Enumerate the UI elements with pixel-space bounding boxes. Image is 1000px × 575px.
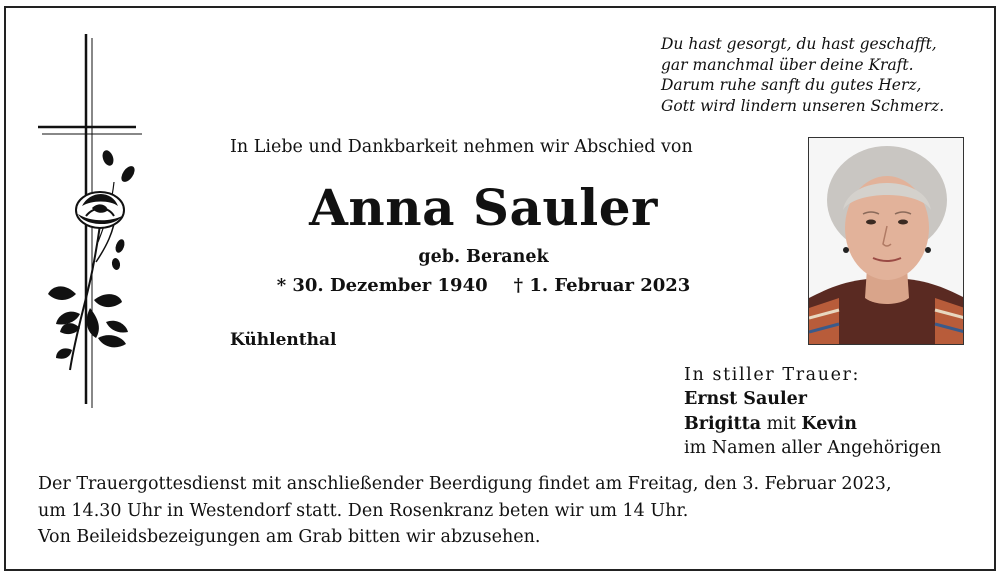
poem-line: Darum ruhe sanft du gutes Herz, xyxy=(661,76,922,94)
mourners-family-note: im Namen aller Angehörigen xyxy=(684,437,942,458)
intro-text: In Liebe und Dankbarkeit nehmen wir Abschied von xyxy=(230,137,693,157)
cross-with-rose-icon xyxy=(36,32,148,412)
poem-line: Du hast gesorgt, du hast geschafft, xyxy=(661,35,937,53)
hometown: Kühlenthal xyxy=(230,330,337,350)
mourner-name: Brigitta xyxy=(684,413,762,434)
service-line: um 14.30 Uhr in Westendorf statt. Den Rosenkranz beten wir um 14 Uhr. xyxy=(38,500,689,521)
poem-line: Gott wird lindern unseren Schmerz. xyxy=(661,96,945,115)
service-line: Von Beileidsbezeigungen am Grab bitten wir abzusehen. xyxy=(38,527,541,547)
portrait-photo xyxy=(808,137,964,345)
birth-date: * 30. Dezember 1940 xyxy=(276,275,488,296)
mourners-label: In stiller Trauer: xyxy=(684,365,860,385)
life-dates xyxy=(231,275,736,296)
mourner-connector: mit xyxy=(761,413,802,434)
service-line: Der Trauergottesdienst mit anschließender Beerdigung findet am Freitag, den 3. Februar 2023, xyxy=(38,474,892,494)
mourner-name: Ernst Sauler xyxy=(684,389,808,410)
poem-line: gar manchmal über deine Kraft. xyxy=(661,55,914,74)
service-info xyxy=(38,471,892,551)
mourner-name: Kevin xyxy=(801,413,857,434)
poem-verse xyxy=(661,34,944,116)
birth-name: geb. Beranek xyxy=(418,247,549,267)
mourners-block xyxy=(684,363,941,460)
deceased-name: Anna Sauler xyxy=(309,178,658,237)
death-date: † 1. Februar 2023 xyxy=(513,275,691,296)
